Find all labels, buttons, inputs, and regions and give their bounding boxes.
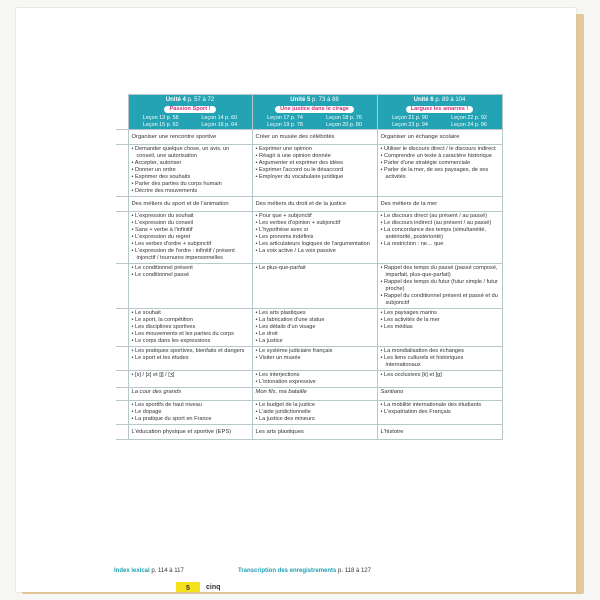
content-cell <box>252 347 377 371</box>
content-cell <box>128 197 252 212</box>
unit-title: Unité 6 <box>413 97 434 103</box>
lesson-link: Leçon 16 p. 64 <box>201 121 238 128</box>
book-page <box>16 8 576 592</box>
content-row <box>116 145 502 197</box>
bullet-list <box>256 265 374 272</box>
bullet-item: • Les détails d'un visage <box>256 324 374 331</box>
index-lexical-ref <box>114 568 184 574</box>
song-title: Mon fils, ma bataille <box>255 389 307 396</box>
row-spacer <box>116 197 128 212</box>
lesson-link: Leçon 17 p. 74 <box>267 115 303 121</box>
bullet-item: • Le sport, la compétition <box>132 317 249 324</box>
bullet-item: • La justice des mineurs <box>256 416 374 423</box>
unit-theme-badge: Une justice dans le cirage <box>275 106 354 113</box>
bullet-item: • Les arts plastiques <box>256 310 374 317</box>
bullet-list <box>256 310 374 345</box>
content-cell <box>128 145 252 197</box>
bullet-list <box>132 213 249 262</box>
unit-pages: p. 57 à 72 <box>187 97 215 103</box>
bullet-list <box>256 348 374 362</box>
row-spacer <box>116 388 128 401</box>
bullet-item: • L'expression de l'ordre : infinitif / présent injonctif / tournures impersonnelles <box>132 248 249 262</box>
cell-label: Organiser une rencontre sportive <box>131 133 217 140</box>
content-cell <box>252 264 377 309</box>
bullet-list <box>256 372 374 386</box>
bullet-item: • Le corps dans les expressions <box>132 338 249 345</box>
content-cell <box>128 264 252 309</box>
bullet-list <box>132 310 249 345</box>
bullet-item: • Décrire des mouvements <box>132 188 249 195</box>
cell-label: Des métiers de la mer <box>380 200 438 207</box>
bullet-item: • La justice <box>256 338 374 345</box>
content-row <box>116 388 502 401</box>
cell-label: L'histoire <box>380 428 404 435</box>
unit-6-header <box>377 95 502 130</box>
bullet-item: • Les verbes d'opinion + subjonctif <box>256 220 374 227</box>
content-cell <box>252 425 377 440</box>
content-row <box>116 371 502 388</box>
bullet-list <box>381 213 499 248</box>
bullet-list <box>256 213 374 255</box>
bullet-item: • Rappel des temps du passé (passé composé, imparfait, plus-que-parfait) <box>381 265 499 279</box>
bullet-item: • L'expatriation des Français <box>381 409 499 416</box>
content-cell <box>128 130 252 145</box>
bullet-item: • Le souhait <box>132 310 249 317</box>
lesson-link: Leçon 15 p. 62 <box>142 121 179 128</box>
bullet-item: • Pour que + subjonctif <box>256 213 374 220</box>
unit-theme-badge: Larguez les amarres ! <box>406 106 474 113</box>
bullet-item: • La concordance des temps (simultanéité, antériorité, postériorité) <box>381 227 499 241</box>
cell-label: Créer un musée des célébrités <box>255 133 335 140</box>
content-row <box>116 212 502 264</box>
content-cell <box>252 145 377 197</box>
content-cell <box>252 371 377 388</box>
content-row <box>116 197 502 212</box>
bullet-item: • Utiliser le discours direct / le discours indirect <box>381 146 499 153</box>
bullet-item: • L'aide juridictionnelle <box>256 409 374 416</box>
content-row <box>116 347 502 371</box>
content-cell <box>128 347 252 371</box>
row-spacer <box>116 347 128 371</box>
unit-pages: p. 89 à 104 <box>435 97 466 103</box>
bullet-item: • L'expression du souhait <box>132 213 249 220</box>
bullet-item: • Le droit <box>256 331 374 338</box>
song-title: La cour des grands <box>131 389 182 396</box>
bullet-item: • Employer du vocabulaire juridique <box>256 174 374 181</box>
transcription-pages: p. 118 à 127 <box>338 568 371 574</box>
content-cell <box>128 388 252 401</box>
bullet-item: • Le budget de la justice <box>256 402 374 409</box>
content-row <box>116 401 502 425</box>
bullet-item: • Les sportifs de haut niveau <box>132 402 249 409</box>
lesson-link: Leçon 19 p. 78 <box>267 121 303 128</box>
bullet-item: • Les interjections <box>256 372 374 379</box>
content-row <box>116 264 502 309</box>
unit-5-header <box>252 95 377 130</box>
row-spacer <box>116 212 128 264</box>
bullet-item: • Le sport et les études <box>132 355 249 362</box>
row-spacer <box>116 371 128 388</box>
bullet-item: • Accepter, autoriser <box>132 160 249 167</box>
bullet-item: • Les pronoms indéfinis <box>256 234 374 241</box>
bullet-list <box>381 372 499 379</box>
song-title: Santiano <box>380 389 404 396</box>
bullet-item: • Le système judiciaire français <box>256 348 374 355</box>
bullet-item: • Le discours indirect (au présent / au passé) <box>381 220 499 227</box>
row-spacer <box>116 145 128 197</box>
unit-4-header <box>128 95 252 130</box>
bullet-item: • Les liens culturels et historiques internationaux <box>381 355 499 369</box>
content-cell <box>377 347 502 371</box>
unit-pages: p. 73 à 88 <box>311 97 339 103</box>
bullet-item: • La pratique du sport en France <box>132 416 249 423</box>
row-spacer <box>116 309 128 347</box>
content-cell <box>252 401 377 425</box>
cell-label: Des métiers du droit et de la justice <box>255 200 347 207</box>
contents-table <box>116 94 503 440</box>
bullet-item: • La fabrication d'une statue <box>256 317 374 324</box>
content-cell <box>377 371 502 388</box>
content-cell <box>377 309 502 347</box>
bullet-item: • Le dopage <box>132 409 249 416</box>
content-cell <box>377 264 502 309</box>
bullet-item: • Les paysages marins <box>381 310 499 317</box>
page-number-word: cinq <box>206 584 221 591</box>
content-cell <box>377 130 502 145</box>
content-cell <box>128 309 252 347</box>
content-row <box>116 130 502 145</box>
bullet-item: • La voix active / La voix passive <box>256 248 374 255</box>
content-cell <box>252 130 377 145</box>
row-spacer <box>116 425 128 440</box>
bullet-list <box>381 310 499 331</box>
bullet-list <box>381 146 499 181</box>
bullet-list <box>132 348 249 362</box>
bullet-item: • Le plus-que-parfait <box>256 265 374 272</box>
row-spacer <box>116 264 128 309</box>
lesson-link: Leçon 13 p. 58 <box>142 115 179 121</box>
bullet-item: • Les activités de la mer <box>381 317 499 324</box>
bullet-item: • Exprimer une opinion <box>256 146 374 153</box>
unit-title: Unité 5 <box>290 97 311 103</box>
bullet-item: • Argumenter et exprimer des idées <box>256 160 374 167</box>
content-cell <box>128 371 252 388</box>
units-header-row <box>116 95 502 130</box>
bullet-item: • Exprimer l'accord ou le désaccord <box>256 167 374 174</box>
lesson-link: Leçon 14 p. 60 <box>201 115 238 121</box>
content-row <box>116 425 502 440</box>
content-cell <box>377 401 502 425</box>
bullet-item: • La mobilité internationale des étudiants <box>381 402 499 409</box>
bullet-list <box>256 402 374 423</box>
unit-theme-badge: Passion Sport ! <box>164 106 215 113</box>
bullet-item: • L'expression du conseil <box>132 220 249 227</box>
bullet-item: • Les médias <box>381 324 499 331</box>
bullet-item: • Les verbes d'ordre + subjonctif <box>132 241 249 248</box>
bullet-item: • Les mouvements et les parties du corps <box>132 331 249 338</box>
bullet-list <box>381 265 499 307</box>
content-row <box>116 309 502 347</box>
content-cell <box>252 197 377 212</box>
bullet-item: • Sans + verbe à l'infinitif <box>132 227 249 234</box>
bullet-item: • Le conditionnel passé <box>132 272 249 279</box>
bullet-item: • Visiter un musée <box>256 355 374 362</box>
transcription-ref <box>238 568 371 574</box>
bullet-list <box>132 372 249 379</box>
content-cell <box>128 212 252 264</box>
bullet-item: • La mondialisation des échanges <box>381 348 499 355</box>
content-cell <box>377 425 502 440</box>
index-pages: p. 114 à 117 <box>151 568 184 574</box>
row-spacer <box>116 130 128 145</box>
bullet-item: • Le conditionnel présent <box>132 265 249 272</box>
bullet-item: • Donner un ordre <box>132 167 249 174</box>
content-cell <box>128 425 252 440</box>
lesson-link: Leçon 22 p. 92 <box>451 115 487 121</box>
header-spacer <box>116 95 128 130</box>
bullet-list <box>256 146 374 181</box>
bullet-item: • Parler des parties du corps humain <box>132 181 249 188</box>
bullet-item: • Comprendre un texte à caractère historique <box>381 153 499 160</box>
content-cell <box>128 401 252 425</box>
bullet-list <box>132 265 249 279</box>
content-cell <box>252 309 377 347</box>
unit-title: Unité 4 <box>165 97 186 103</box>
bullet-item: • L'expression du regret <box>132 234 249 241</box>
lesson-link: Leçon 18 p. 76 <box>326 115 362 121</box>
bullet-item: • Réagir à une opinion donnée <box>256 153 374 160</box>
bullet-list <box>132 146 249 195</box>
content-cell <box>377 388 502 401</box>
bullet-item: • Exprimer des souhaits <box>132 174 249 181</box>
bullet-item: • Demander quelque chose, un avis, un conseil, une autorisation <box>132 146 249 160</box>
bullet-item: • L'hypothèse avec si <box>256 227 374 234</box>
bullet-item: • Les articulateurs logiques de l'argumentation <box>256 241 374 248</box>
cell-label: Les arts plastiques <box>255 428 304 435</box>
bullet-item: • Parler de la mer, de ses paysages, de ses activités <box>381 167 499 181</box>
index-label: Index lexical <box>114 568 150 574</box>
content-cell <box>377 145 502 197</box>
bullet-item: • Rappel des temps du futur (futur simple / futur proche) <box>381 279 499 293</box>
cell-label: Des métiers du sport et de l'animation <box>131 200 229 207</box>
bullet-item: • Les occlusives [k] et [g] <box>381 372 499 379</box>
bullet-item: • Les pratiques sportives, bienfaits et dangers <box>132 348 249 355</box>
cell-label: L'éducation physique et sportive (EPS) <box>131 428 232 435</box>
bullet-item: • Les disciplines sportives <box>132 324 249 331</box>
bullet-item: • [s] / [z] et [ʃ] / [ʒ] <box>132 372 249 379</box>
content-cell <box>252 388 377 401</box>
row-spacer <box>116 401 128 425</box>
bullet-item: • Rappel du conditionnel présent et passé et du subjonctif <box>381 293 499 307</box>
content-cell <box>377 197 502 212</box>
lesson-link: Leçon 20 p. 80 <box>326 121 362 128</box>
lesson-link: Leçon 21 p. 90 <box>392 115 428 121</box>
lesson-link: Leçon 24 p. 96 <box>451 121 487 128</box>
bullet-list <box>132 402 249 423</box>
content-cell <box>377 212 502 264</box>
bullet-item: • Le discours direct (au présent / au passé) <box>381 213 499 220</box>
page-number-badge: 5 <box>176 582 200 592</box>
bullet-item: • Parler d'une stratégie commerciale <box>381 160 499 167</box>
lesson-link: Leçon 23 p. 94 <box>392 121 428 128</box>
content-cell <box>252 212 377 264</box>
bullet-list <box>381 348 499 369</box>
bullet-item: • La restriction : ne… que <box>381 241 499 248</box>
cell-label: Organiser un échange scolaire <box>380 133 460 140</box>
bullet-list <box>381 402 499 416</box>
bullet-item: • L'intonation expressive <box>256 379 374 386</box>
transcription-label: Transcription des enregistrements <box>238 568 337 574</box>
